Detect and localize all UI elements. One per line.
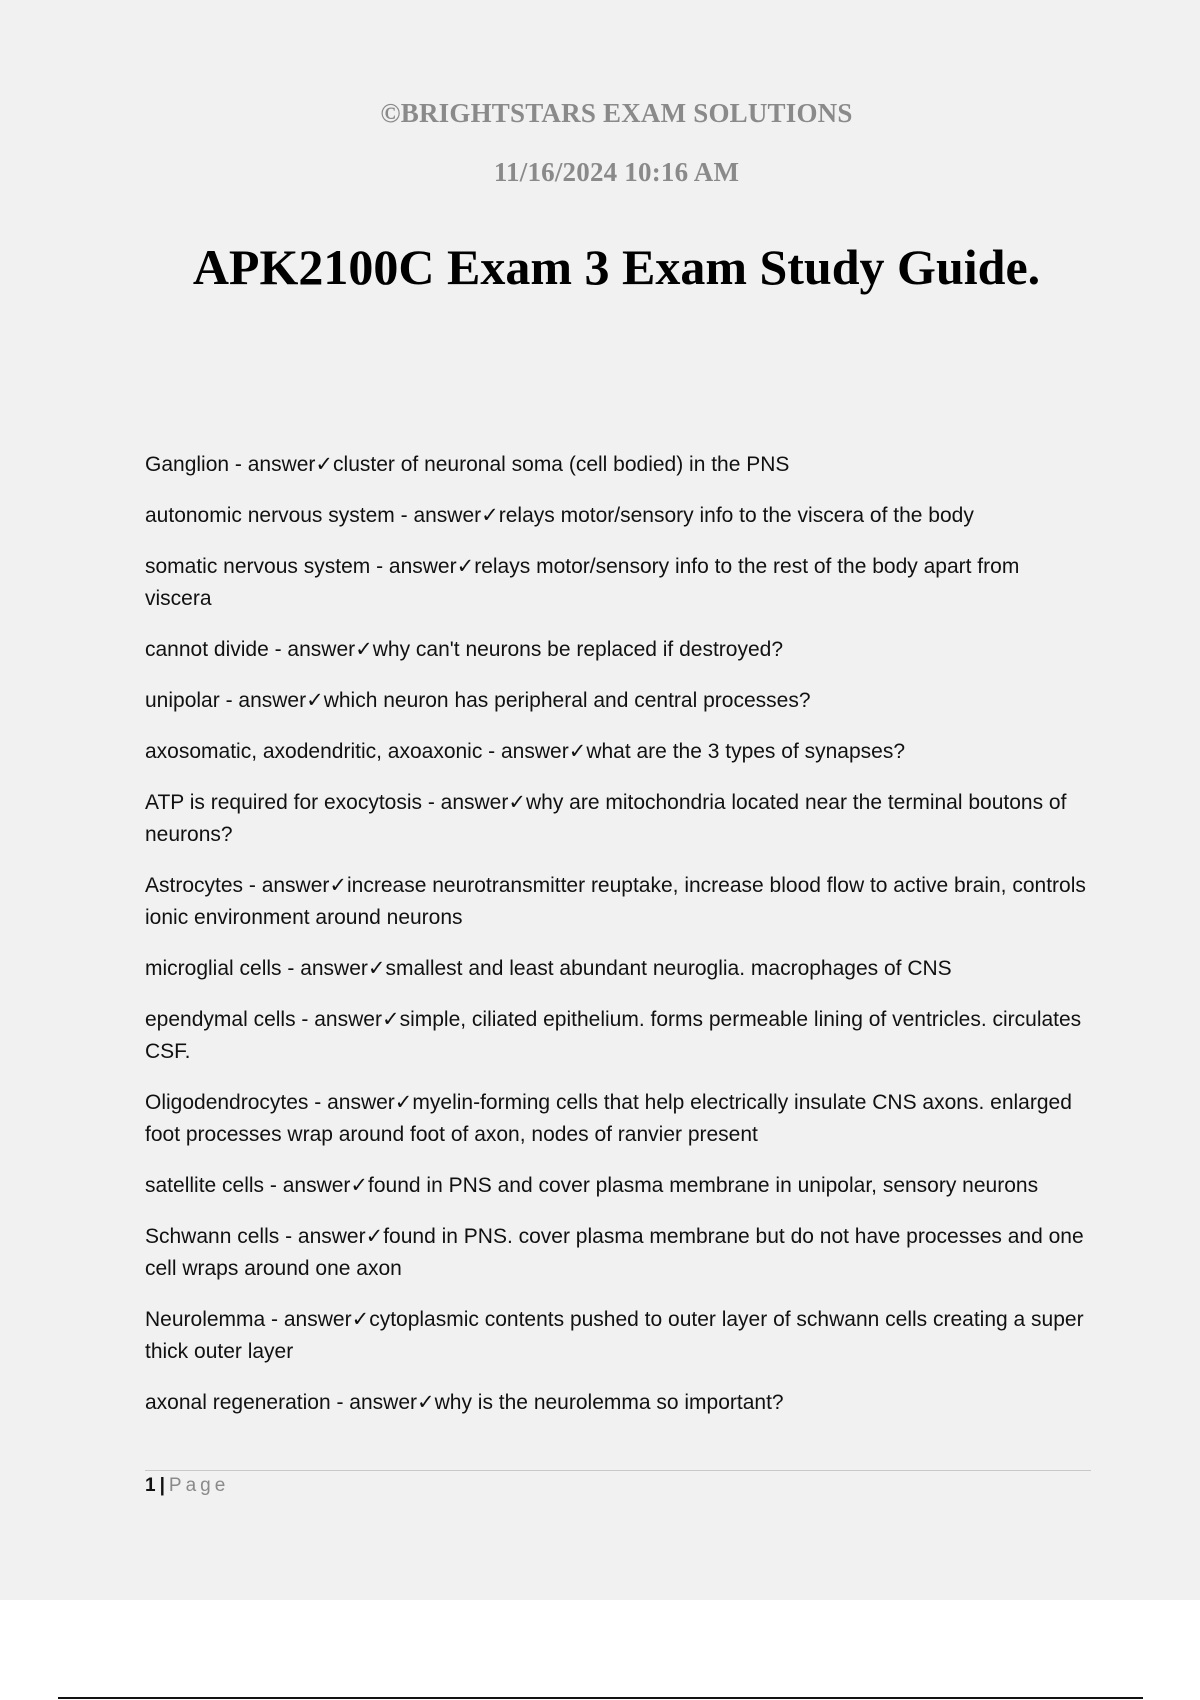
entry-term: Neurolemma: [145, 1308, 266, 1331]
entry-term: Astrocytes: [145, 874, 244, 897]
entry-definition: smallest and least abundant neuroglia. macrophages of CNS: [385, 957, 952, 980]
entry-answer-marker: - answer✓: [281, 957, 386, 980]
entry-term: somatic nervous system: [145, 555, 371, 578]
list-item: [145, 634, 1090, 666]
entry-definition: increase neurotransmitter reuptake, increase blood flow to active brain, controls ionic environment around neurons: [145, 874, 1086, 929]
entry-definition: what are the 3 types of synapses?: [586, 740, 906, 763]
entry-answer-marker: - answer✓: [229, 453, 334, 476]
entry-definition: which neuron has peripheral and central processes?: [323, 689, 811, 712]
list-item: [145, 953, 1090, 985]
entry-answer-marker: - answer✓: [268, 638, 373, 661]
entry-definition: simple, ciliated epithelium. forms permeable lining of ventricles. circulates CSF.: [145, 1008, 1082, 1063]
entry-definition: why are mitochondria located near the terminal boutons of neurons?: [145, 791, 1067, 846]
entry-definition: found in PNS and cover plasma membrane in unipolar, sensory neurons: [368, 1174, 1039, 1197]
entry-term: Ganglion: [145, 453, 230, 476]
list-item: [145, 500, 1090, 532]
list-item: [145, 449, 1090, 481]
list-item: [145, 1387, 1090, 1419]
page-label: Page: [168, 1475, 230, 1496]
entry-answer-marker: - answer✓: [243, 874, 347, 897]
entry-term: Schwann cells: [145, 1225, 280, 1248]
entry-term: satellite cells: [145, 1174, 265, 1197]
entry-answer-marker: - answer✓: [370, 555, 475, 578]
entry-term: axonal regeneration: [145, 1391, 331, 1414]
list-item: [145, 1170, 1090, 1202]
list-item: [145, 1304, 1090, 1368]
entry-answer-marker: - answer✓: [279, 1225, 384, 1248]
list-item: [145, 870, 1090, 934]
entry-definition: myelin-forming cells that help electrically insulate CNS axons. enlarged foot processes wrap around foot of axon, nodes of ranvier present: [145, 1091, 1072, 1146]
entry-term: autonomic nervous system: [145, 504, 395, 527]
study-guide-entries: [145, 449, 1090, 1438]
page-footer: [145, 1475, 229, 1497]
entry-answer-marker: - answer✓: [330, 1391, 435, 1414]
entry-term: cannot divide: [145, 638, 269, 661]
entry-term: ATP is required for exocytosis: [145, 791, 422, 814]
entry-definition: why is the neurolemma so important?: [434, 1391, 784, 1414]
next-page-top-rule: [58, 1697, 1143, 1699]
page-number: 1: [145, 1475, 156, 1496]
entry-term: ependymal cells: [145, 1008, 296, 1031]
entry-answer-marker: - answer✓: [394, 504, 499, 527]
entry-term: unipolar: [145, 689, 220, 712]
entry-definition: why can't neurons be replaced if destroyed?: [372, 638, 783, 661]
entry-answer-marker: - answer✓: [422, 791, 526, 814]
entry-answer-marker: - answer✓: [295, 1008, 400, 1031]
list-item: [145, 685, 1090, 717]
entry-answer-marker: - answer✓: [265, 1308, 370, 1331]
entry-answer-marker: - answer✓: [308, 1091, 413, 1114]
list-item: [145, 1004, 1090, 1068]
list-item: [145, 551, 1090, 615]
document-title: APK2100C Exam 3 Exam Study Guide.: [192, 239, 1041, 295]
list-item: [145, 736, 1090, 768]
entry-answer-marker: - answer✓: [219, 689, 324, 712]
entry-definition: cluster of neuronal soma (cell bodied) in the PNS: [333, 453, 790, 476]
entry-answer-marker: - answer✓: [264, 1174, 369, 1197]
list-item: [145, 787, 1090, 851]
entry-definition: found in PNS. cover plasma membrane but do not have processes and one cell wraps around one axon: [145, 1225, 1084, 1280]
entry-answer-marker: - answer✓: [482, 740, 587, 763]
entry-definition: cytoplasmic contents pushed to outer layer of schwann cells creating a super thick outer layer: [145, 1308, 1084, 1363]
header-copyright: ©BRIGHTSTARS EXAM SOLUTIONS: [380, 98, 853, 128]
entry-term: microglial cells: [145, 957, 282, 980]
entry-definition: relays motor/sensory info to the viscera of the body: [498, 504, 974, 527]
entry-term: Oligodendrocytes: [145, 1091, 309, 1114]
entry-term: axosomatic, axodendritic, axoaxonic: [145, 740, 483, 763]
footer-separator: |: [159, 1475, 165, 1496]
footer-divider: [145, 1470, 1091, 1471]
header-datetime: 11/16/2024 10:16 AM: [493, 157, 740, 187]
list-item: [145, 1221, 1090, 1285]
entry-definition: relays motor/sensory info to the rest of the body apart from viscera: [145, 555, 1020, 610]
list-item: [145, 1087, 1090, 1151]
